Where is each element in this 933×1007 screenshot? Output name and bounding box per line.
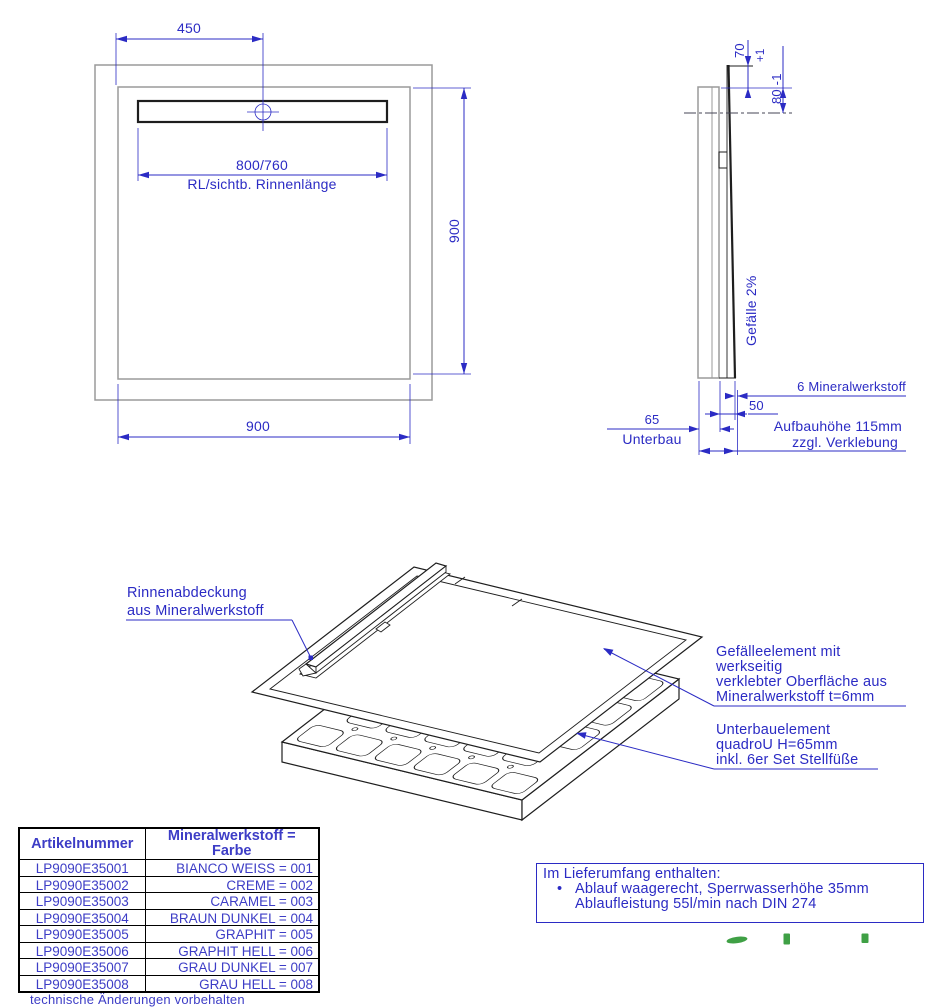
dimension-450	[116, 20, 263, 85]
tray-label-line4: Mineralwerkstoff t=6mm	[716, 689, 875, 705]
table-row	[19, 893, 319, 910]
drain-center-mark	[247, 33, 279, 131]
dimension-70	[732, 40, 751, 98]
table-row	[19, 876, 319, 893]
side-mineral-surface	[729, 65, 736, 378]
dim-50-label: 50	[749, 398, 764, 413]
article-number: LP9090E35005	[19, 926, 145, 943]
table-row	[19, 926, 319, 943]
dim-65-label: 65	[644, 412, 660, 427]
dimension-channel-length	[138, 128, 387, 192]
tray-label-line3: verklebter Oberfläche aus	[716, 674, 888, 690]
aufbauhoehe-line1: Aufbauhöhe 115mm	[773, 418, 902, 434]
delivery-contents-box	[536, 863, 924, 923]
article-number: LP9090E35004	[19, 909, 145, 926]
dim-channel-caption: RL/sichtb. Rinnenlänge	[187, 176, 337, 192]
dim-80-label: 80 -1	[769, 73, 784, 104]
slope-label: Gefälle 2%	[743, 275, 759, 346]
article-color: BRAUN DUNKEL = 004	[145, 909, 319, 926]
article-number: LP9090E35007	[19, 959, 145, 976]
dimension-width-900	[118, 384, 410, 444]
isometric-view	[126, 563, 906, 820]
plan-inner-square	[118, 87, 410, 379]
cover-label-line1: Rinnenabdeckung	[127, 585, 247, 601]
unterbau-label: Unterbau	[622, 431, 682, 447]
dimension-65-unterbau	[607, 412, 734, 447]
label-cover	[126, 585, 313, 660]
side-view	[607, 40, 906, 455]
side-bottom-dimensions	[607, 379, 906, 455]
table-row	[19, 942, 319, 959]
plan-view	[95, 20, 471, 444]
dim-80-tolerance-plus: +1	[755, 48, 767, 62]
side-drain-step	[719, 152, 727, 168]
dim-channel-value: 800/760	[235, 157, 289, 173]
article-number: LP9090E35008	[19, 975, 145, 992]
header-col2-line2: Farbe	[212, 843, 252, 859]
dimension-80	[755, 46, 786, 113]
delivery-item-line1: Ablauf waagerecht, Sperrwasserhöhe 35mm	[575, 881, 869, 898]
base-label-line2: quadroU H=65mm	[716, 737, 838, 753]
dimension-height-900	[413, 88, 471, 374]
dim-width-label: 900	[246, 418, 270, 434]
partial-logo-marks	[726, 934, 868, 945]
article-number: LP9090E35003	[19, 893, 145, 910]
base-label-line3: inkl. 6er Set Stellfüße	[716, 752, 859, 768]
table-row	[19, 860, 319, 877]
dimension-aufbauhoehe	[699, 418, 906, 454]
table-header-row	[19, 828, 319, 860]
bullet-icon: •	[557, 881, 563, 898]
cover-label-line2: aus Mineralwerkstoff	[127, 603, 264, 619]
dimension-6-mineral	[725, 379, 906, 399]
dim-height-label: 900	[446, 219, 462, 243]
article-table	[18, 827, 320, 993]
aufbauhoehe-line2: zzgl. Verklebung	[792, 434, 898, 450]
table-row	[19, 975, 319, 992]
dim-6-label: 6 Mineralwerkstoff	[797, 379, 906, 394]
article-color: BIANCO WEISS = 001	[145, 860, 319, 877]
article-color: GRAPHIT = 005	[145, 926, 319, 943]
logo-mark-2	[862, 934, 869, 944]
tray-label-line2: werkseitig	[716, 659, 783, 675]
article-number: LP9090E35002	[19, 876, 145, 893]
base-label-line1: Unterbauelement	[716, 722, 831, 738]
dim-70-label: 70	[732, 43, 747, 58]
article-color: GRAU DUNKEL = 007	[145, 959, 319, 976]
dimension-50	[705, 398, 778, 417]
article-number: LP9090E35006	[19, 942, 145, 959]
logo-mark-swoosh	[726, 935, 748, 944]
article-color: GRAU HELL = 008	[145, 975, 319, 992]
side-backer-panel	[698, 87, 719, 378]
dim-450-label: 450	[177, 20, 201, 36]
logo-mark-1	[784, 934, 791, 945]
table-row	[19, 959, 319, 976]
delivery-item-line2: Ablaufleistung 55l/min nach DIN 274	[575, 896, 817, 913]
header-artikelnummer: Artikelnummer	[19, 828, 145, 860]
delivery-title: Im Lieferumfang enthalten:	[543, 866, 721, 882]
article-color: GRAPHIT HELL = 006	[145, 942, 319, 959]
header-col2-line1: Mineralwerkstoff =	[167, 828, 296, 845]
article-number: LP9090E35001	[19, 860, 145, 877]
bullet-spacer	[543, 897, 575, 912]
article-color: CREME = 002	[145, 876, 319, 893]
footer-note-clipped: technische Änderungen vorbehalten	[30, 992, 245, 1007]
tray-label-line1: Gefälleelement mit	[716, 644, 841, 660]
plan-outer-square	[95, 65, 432, 400]
header-mineralwerkstoff-farbe	[145, 828, 319, 860]
article-color: CARAMEL = 003	[145, 893, 319, 910]
table-row	[19, 909, 319, 926]
